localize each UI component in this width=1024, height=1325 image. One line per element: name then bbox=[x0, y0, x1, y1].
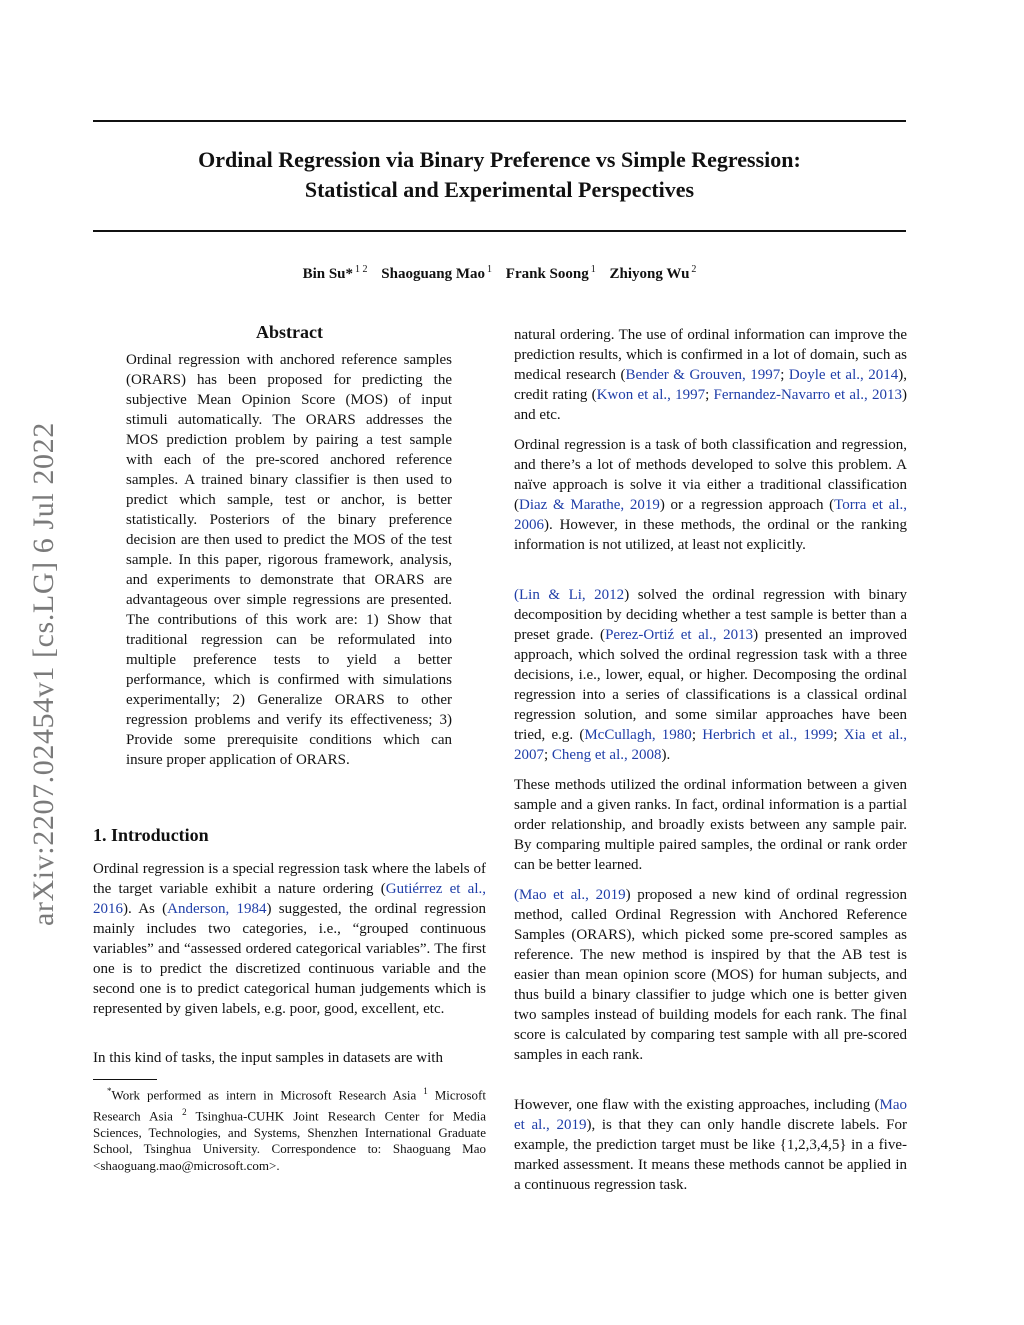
author-affiliation: 2 bbox=[691, 264, 697, 275]
intro-paragraph-2 bbox=[93, 1048, 486, 1068]
text: ) solved the ordinal regression with binary decomposition by deciding whether a test sample is better than a preset grade. ( bbox=[514, 587, 908, 643]
text: ; bbox=[544, 747, 552, 763]
title-bottom-rule bbox=[93, 230, 906, 232]
right-paragraph-4 bbox=[514, 775, 907, 875]
text: Work performed as intern in Microsoft Research Asia bbox=[111, 1087, 424, 1103]
citation-link[interactable]: Fernandez-Navarro et al., 2013 bbox=[713, 387, 902, 403]
author-affiliation: 1 2 bbox=[355, 264, 368, 275]
citation-link[interactable]: (Lin & Li, 2012 bbox=[514, 587, 625, 603]
text: Tsinghua-CUHK Joint Research Center for Media Sciences, Technologies, and Systems, Shenzhen International Graduate School, Tsinghua University. Correspondence to: Shaoguang Mao <shaoguang.mao@microsoft.com>. bbox=[93, 1108, 486, 1173]
citation-link[interactable]: (Mao et al., 2019 bbox=[514, 887, 626, 903]
text: However, one flaw with the existing approaches, including ( bbox=[514, 1097, 880, 1113]
text: ). As ( bbox=[123, 901, 168, 917]
title-top-rule bbox=[93, 120, 906, 122]
text: ; bbox=[780, 367, 789, 383]
abstract-heading: Abstract bbox=[256, 322, 323, 342]
text: Ordinal regression is a special regression task where the labels of the target variable exhibit a nature ordering ( bbox=[93, 861, 486, 897]
text: ) presented an improved approach, which solved the ordinal regression task with a three decisions, i.e., lower, equal, or higher. Decomposing the ordinal regression into a series of classifications is a classical ordinal regression solution, and some similar approaches have been tried, e.g. ( bbox=[514, 627, 907, 743]
citation-link[interactable]: Diaz & Marathe, 2019 bbox=[519, 497, 660, 513]
footnote-mark: * bbox=[107, 1086, 112, 1096]
right-paragraph-6 bbox=[514, 1095, 907, 1195]
author-name: Bin Su* bbox=[302, 266, 354, 282]
citation-link[interactable]: Anderson, 1984 bbox=[167, 901, 267, 917]
author-name: Frank Soong bbox=[505, 266, 589, 282]
text: ), is that they can only handle discrete labels. For example, the prediction target must be like {1,2,3,4,5} in a five-marked assessment. It means these methods cannot be applied in a continuous regression task. bbox=[514, 1117, 908, 1193]
paper-title bbox=[93, 145, 906, 205]
citation-link[interactable]: Gutiérrez et al., 2016 bbox=[93, 881, 486, 917]
author bbox=[610, 266, 697, 282]
right-paragraph-5 bbox=[514, 885, 907, 1065]
citation-text[interactable]: Lin & Li, 2012 bbox=[519, 587, 625, 603]
text: ), credit rating ( bbox=[514, 367, 908, 403]
text: ; bbox=[833, 727, 844, 743]
citation-link[interactable]: Xia et al., 2007 bbox=[514, 727, 908, 763]
text: natural ordering. The use of ordinal information can improve the prediction results, which is confirmed in a lot of domain, such as medical research ( bbox=[514, 327, 907, 383]
author-name: Zhiyong Wu bbox=[609, 266, 690, 282]
text: Ordinal regression is a task of both classification and regression, and there’s a lot of methods developed to solve this problem. A naïve approach is solve it via either a traditional classification ( bbox=[514, 437, 907, 513]
citation-link[interactable]: Bender & Grouven, 1997 bbox=[625, 367, 781, 383]
title-line-2: Statistical and Experimental Perspectives bbox=[304, 177, 695, 202]
text: ; bbox=[705, 387, 714, 403]
citation-link[interactable]: Kwon et al., 1997 bbox=[596, 387, 706, 403]
title-line-1: Ordinal Regression via Binary Preference vs Simple Regression: bbox=[198, 147, 801, 172]
footnote-rule bbox=[93, 1079, 157, 1080]
intro-paragraph-1 bbox=[93, 859, 486, 1019]
right-paragraph-3 bbox=[514, 585, 907, 765]
introduction-heading: 1. Introduction bbox=[93, 825, 209, 845]
abstract-text: Ordinal regression with anchored reference samples (ORARS) has been proposed for predicting the subjective Mean Opinion Score (MOS) of input stimuli automatically. The ORARS addresses the MOS prediction problem by pairing a test sample with each of the pre-scored anchored reference samples. A trained binary classifier is then used to predict which sample, test or anchor, is better statistically. Posteriors of the binary preference decision are then used to predict the MOS of the test sample. In this paper, rigorous framework, analysis, and experiments to demonstrate that ORARS are advantageous over simple regressions are presented. The contributions of this work are: 1) Show that traditional regression can be reformulated into multiple preference tests to yield a better performance, which is confirmed with simulations experimentally; 2) Generalize ORARS to other regression problems and verify its effectiveness; 3) Provide some prerequisite conditions which can insure proper application of ORARS. bbox=[126, 352, 452, 768]
author-affiliation: 1 bbox=[590, 264, 596, 275]
author-name: Shaoguang Mao bbox=[381, 266, 486, 282]
citation-link[interactable]: Mao et al., 2019 bbox=[514, 1097, 907, 1133]
citation-text[interactable]: Mao et al., 2019 bbox=[519, 887, 626, 903]
right-paragraph-1 bbox=[514, 325, 907, 425]
text: ) proposed a new kind of ordinal regression method, called Ordinal Regression with Anchored Reference Samples (ORARS), which picked some pre-scored samples as reference. The new method is inspired by that the AB test is easier than mean opinion score (MOS) for human subjects, and thus build a binary classifier to judge which one is better given two samples instead of building models for each rank. The final score is calculated by comparing test sample with all pre-scored samples in each rank. bbox=[514, 887, 907, 1063]
text: ) or a regression approach ( bbox=[659, 497, 835, 513]
text: ). bbox=[661, 747, 671, 763]
citation-link[interactable]: Doyle et al., 2014 bbox=[788, 367, 899, 383]
text: ; bbox=[691, 727, 703, 743]
footnote bbox=[93, 1083, 486, 1174]
author-affiliation: 1 bbox=[487, 264, 493, 275]
citation-link[interactable]: Torra et al., 2006 bbox=[514, 497, 907, 533]
author-list bbox=[93, 264, 906, 283]
citation-link[interactable]: Herbrich et al., 1999 bbox=[702, 727, 834, 743]
paragraph-text: In this kind of tasks, the input samples in datasets are with bbox=[93, 1050, 443, 1066]
text: ). However, in these methods, the ordinal or the ranking information is not utilized, at least not explicitly. bbox=[514, 517, 907, 553]
citation-link[interactable]: Perez-Ortiź et al., 2013 bbox=[605, 627, 754, 643]
affiliation-mark: 1 bbox=[423, 1086, 428, 1096]
author bbox=[303, 266, 368, 282]
affiliation-mark: 2 bbox=[182, 1106, 187, 1117]
author bbox=[381, 266, 492, 282]
author bbox=[506, 266, 596, 282]
text: ) suggested, the ordinal regression mainly includes two categories, i.e., “grouped continuous variables” and “assessed ordered categorical variables”. The first one is to predict the discretized continuous variable and the second one is to predict categorical human judgements which is represented by given labels, e.g. poor, good, excellent, etc. bbox=[93, 901, 486, 1017]
text: ) and etc. bbox=[514, 387, 907, 423]
arxiv-identifier: arXiv:2207.02454v1 [cs.LG] 6 Jul 2022 bbox=[27, 422, 60, 926]
text: Microsoft Research Asia bbox=[93, 1087, 486, 1124]
citation-link[interactable]: McCullagh, 1980 bbox=[584, 727, 692, 743]
paragraph-text: These methods utilized the ordinal information between a given sample and a given ranks. In fact, ordinal information is a partial order relationship, and broadly exists between any sample pair. By comparing multiple paired samples, the ordinal or rank order can be better learned. bbox=[514, 777, 907, 873]
citation-link[interactable]: Cheng et al., 2008 bbox=[551, 747, 662, 763]
right-paragraph-2 bbox=[514, 435, 907, 555]
